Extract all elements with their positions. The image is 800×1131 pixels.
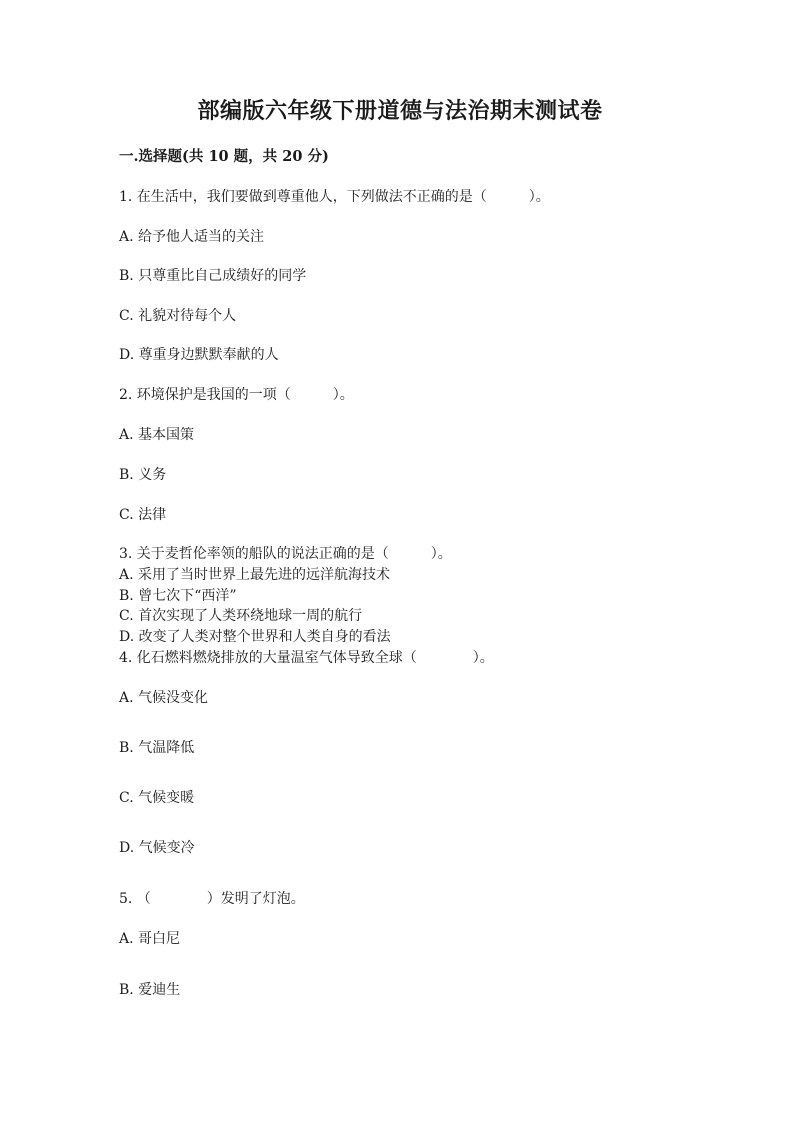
question-1-option-d: D. 尊重身边默默奉献的人: [119, 347, 279, 363]
question-4-option-d: D. 气候变冷: [119, 840, 195, 856]
question-1-option-b: B. 只尊重比自己成绩好的同学: [119, 268, 307, 284]
page-title: 部编版六年级下册道德与法治期末测试卷: [197, 98, 603, 124]
question-2-option-c: C. 法律: [119, 507, 167, 523]
question-4-stem: 4. 化石燃料燃烧排放的大量温室气体导致全球（ ）。: [119, 650, 494, 666]
question-2-option-b: B. 义务: [119, 467, 167, 483]
question-1-option-a: A. 给予他人适当的关注: [119, 229, 265, 245]
question-4-option-a: A. 气候没变化: [119, 690, 209, 706]
question-5-option-b: B. 爱迪生: [119, 982, 181, 998]
question-3-option-c: C. 首次实现了人类环绕地球一周的航行: [119, 608, 363, 624]
question-1-stem: 1. 在生活中，我们要做到尊重他人，下列做法不正确的是（ ）。: [119, 189, 550, 205]
question-2-option-a: A. 基本国策: [119, 427, 195, 443]
question-5-option-a: A. 哥白尼: [119, 931, 181, 947]
section-heading: 一.选择题(共 10 题，共 20 分): [119, 148, 329, 165]
question-4-option-c: C. 气候变暖: [119, 790, 195, 806]
question-5-stem: 5. （ ）发明了灯泡。: [119, 891, 305, 907]
question-1-option-c: C. 礼貌对待每个人: [119, 308, 237, 324]
question-2-stem: 2. 环境保护是我国的一项（ ）。: [119, 387, 354, 403]
question-3-option-d: D. 改变了人类对整个世界和人类自身的看法: [119, 629, 391, 645]
question-3-option-a: A. 采用了当时世界上最先进的远洋航海技术: [119, 567, 391, 583]
question-3-stem: 3. 关于麦哲伦率领的船队的说法正确的是（ ）。: [119, 546, 452, 562]
question-4-option-b: B. 气温降低: [119, 740, 195, 756]
question-3-option-b: B. 曾七次下“西洋”: [119, 588, 237, 604]
